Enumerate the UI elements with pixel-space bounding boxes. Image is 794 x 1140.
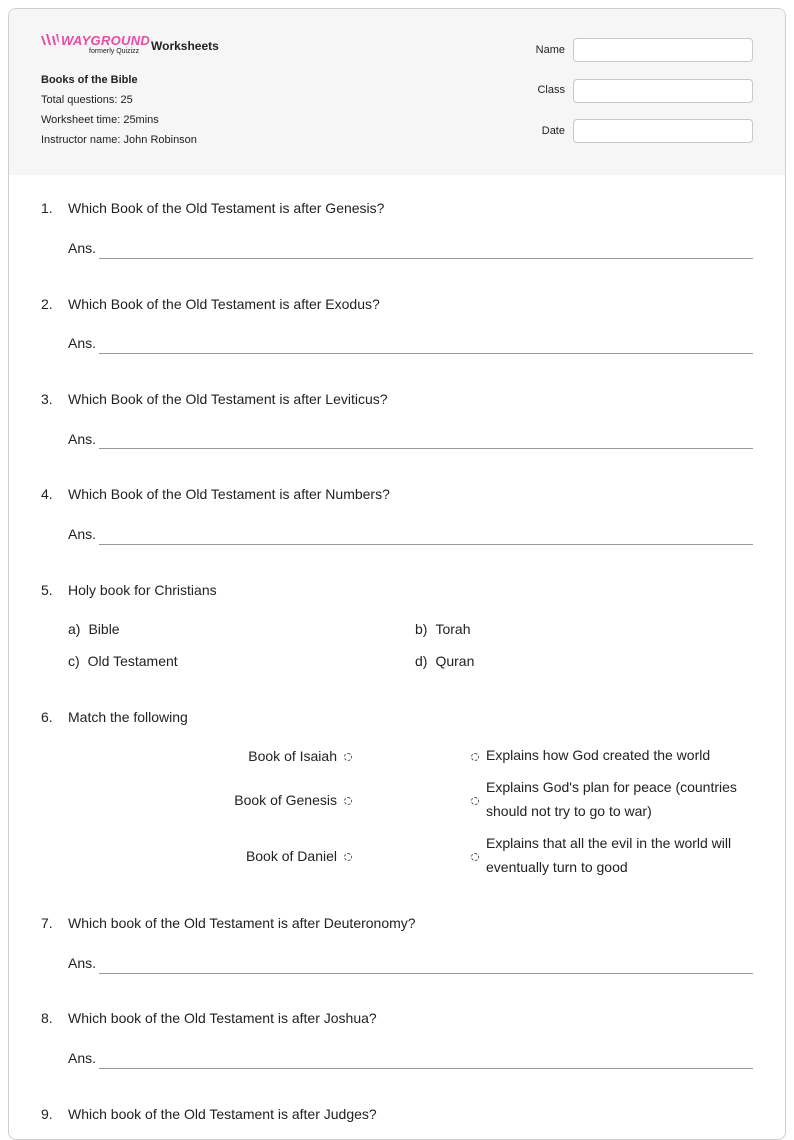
option-text: Old Testament — [87, 653, 178, 669]
question-text: Holy book for Christians — [68, 582, 217, 598]
question-number: 3. — [41, 391, 53, 407]
match-left-item: Book of Daniel — [245, 848, 337, 864]
question-text: Which Book of the Old Testament is after Leviticus? — [68, 391, 388, 407]
option-d[interactable] — [415, 653, 474, 669]
worksheet-header — [9, 9, 785, 175]
worksheet-title: Books of the Bible — [41, 74, 138, 86]
question-text: Which book of the Old Testament is after Judges? — [68, 1106, 377, 1122]
match-left-dot[interactable] — [344, 797, 352, 805]
class-label: Class — [537, 84, 565, 96]
logo-wordmark: WAYGROUND — [61, 33, 151, 48]
match-left-item: Book of Genesis — [234, 792, 337, 808]
question-text: Which book of the Old Testament is after Joshua? — [68, 1010, 377, 1026]
question-text: Which book of the Old Testament is after Deuteronomy? — [68, 915, 416, 931]
answer-line[interactable] — [99, 544, 753, 545]
name-label: Name — [535, 44, 565, 56]
match-right-item: Explains that all the evil in the world will eventually turn to good — [486, 835, 732, 875]
option-b[interactable] — [415, 621, 470, 637]
option-text: Bible — [88, 621, 120, 637]
question-text: Which Book of the Old Testament is after Exodus? — [68, 296, 380, 312]
question-number: 9. — [41, 1106, 53, 1122]
match-left-item: Book of Isaiah — [248, 748, 337, 764]
match-right-dot[interactable] — [471, 797, 479, 805]
question-text: Match the following — [68, 709, 188, 725]
instructor-name: Instructor name: John Robinson — [41, 134, 197, 146]
question-number: 1. — [41, 200, 53, 216]
answer-label: Ans. — [68, 526, 97, 542]
option-letter: d) — [415, 653, 428, 669]
match-right-dot[interactable] — [471, 853, 479, 861]
question-number: 6. — [41, 709, 53, 725]
logo-subtitle: formerly Quizizz — [89, 48, 140, 55]
answer-label: Ans. — [68, 955, 97, 971]
worksheet-time: Worksheet time: 25mins — [41, 114, 159, 126]
question-number: 7. — [41, 915, 53, 931]
worksheet-page — [8, 8, 786, 1140]
option-text: Torah — [435, 621, 471, 637]
match-right-item: Explains how God created the world — [486, 747, 711, 763]
answer-label: Ans. — [68, 1050, 97, 1066]
question-number: 4. — [41, 486, 53, 502]
match-right-item: Explains God's plan for peace (countries should not try to go to war) — [486, 779, 737, 819]
answer-label: Ans. — [68, 431, 97, 447]
answer-line[interactable] — [99, 353, 753, 354]
option-letter: a) — [68, 621, 81, 637]
match-right-dot[interactable] — [471, 753, 479, 761]
question-number: 2. — [41, 296, 53, 312]
answer-line[interactable] — [99, 973, 753, 974]
name-field[interactable] — [573, 38, 753, 62]
answer-label: Ans. — [68, 240, 97, 256]
brand-logo — [41, 33, 151, 59]
question-text: Which Book of the Old Testament is after Genesis? — [68, 200, 385, 216]
product-name: Worksheets — [151, 39, 219, 53]
question-text: Which Book of the Old Testament is after Numbers? — [68, 486, 390, 502]
option-letter: c) — [68, 653, 80, 669]
match-left-dot[interactable] — [344, 853, 352, 861]
question-number: 5. — [41, 582, 53, 598]
option-letter: b) — [415, 621, 428, 637]
option-c[interactable] — [68, 653, 178, 669]
answer-line[interactable] — [99, 1068, 753, 1069]
class-field[interactable] — [573, 79, 753, 103]
date-field[interactable] — [573, 119, 753, 143]
answer-line[interactable] — [99, 448, 753, 449]
option-a[interactable] — [68, 621, 120, 637]
total-questions: Total questions: 25 — [41, 94, 133, 106]
match-left-dot[interactable] — [344, 753, 352, 761]
answer-line[interactable] — [99, 258, 753, 259]
date-label: Date — [541, 125, 565, 137]
option-text: Quran — [435, 653, 475, 669]
wayground-logo-icon — [41, 34, 59, 46]
answer-label: Ans. — [68, 335, 97, 351]
question-number: 8. — [41, 1010, 53, 1026]
